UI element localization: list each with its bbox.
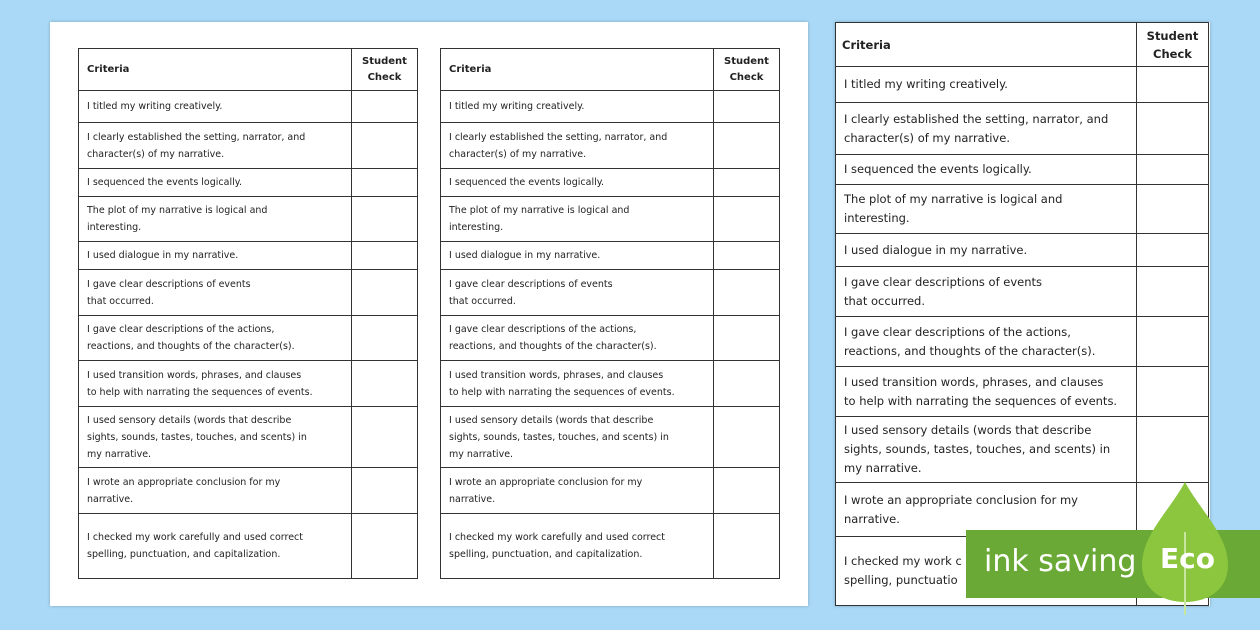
table-row bbox=[441, 123, 780, 169]
student-check-cell[interactable] bbox=[352, 197, 418, 242]
student-check-cell[interactable] bbox=[1137, 234, 1209, 267]
criteria-cell: I used transition words, phrases, and clauses to help with narrating the sequences of events. bbox=[836, 367, 1137, 417]
student-check-cell[interactable] bbox=[1137, 103, 1209, 155]
student-check-cell[interactable] bbox=[714, 468, 780, 514]
table-row bbox=[441, 270, 780, 316]
table-row bbox=[836, 367, 1209, 417]
student-check-cell[interactable] bbox=[352, 270, 418, 316]
student-check-cell[interactable] bbox=[352, 514, 418, 579]
criteria-cell: I checked my work carefully and used correct spelling, punctuation, and capitalization. bbox=[441, 514, 714, 579]
student-check-cell[interactable] bbox=[714, 316, 780, 361]
table-row bbox=[836, 267, 1209, 317]
eco-label: Eco bbox=[1160, 542, 1215, 575]
student-check-cell[interactable] bbox=[714, 270, 780, 316]
criteria-header: Criteria bbox=[441, 49, 714, 91]
table-row bbox=[836, 103, 1209, 155]
student-check-cell[interactable] bbox=[1137, 267, 1209, 317]
header-row bbox=[441, 49, 780, 91]
table-row bbox=[836, 417, 1209, 483]
criteria-table-2 bbox=[440, 48, 780, 579]
criteria-cell: I used transition words, phrases, and clauses to help with narrating the sequences of events. bbox=[441, 361, 714, 407]
student-check-cell[interactable] bbox=[714, 361, 780, 407]
student-check-header: Student Check bbox=[1137, 23, 1209, 67]
criteria-cell: I used sensory details (words that describe sights, sounds, tastes, touches, and scents) in my narrative. bbox=[836, 417, 1137, 483]
student-check-cell[interactable] bbox=[352, 468, 418, 514]
header-row bbox=[79, 49, 418, 91]
table-row bbox=[441, 316, 780, 361]
student-check-cell[interactable] bbox=[1137, 317, 1209, 367]
criteria-cell: I wrote an appropriate conclusion for my narrative. bbox=[441, 468, 714, 514]
table-row bbox=[441, 169, 780, 197]
student-check-cell[interactable] bbox=[714, 169, 780, 197]
student-check-cell[interactable] bbox=[714, 123, 780, 169]
criteria-cell: I sequenced the events logically. bbox=[79, 169, 352, 197]
table-row bbox=[79, 514, 418, 579]
criteria-cell: I used transition words, phrases, and clauses to help with narrating the sequences of events. bbox=[79, 361, 352, 407]
criteria-cell: I titled my writing creatively. bbox=[441, 91, 714, 123]
table-row bbox=[79, 123, 418, 169]
table-row bbox=[79, 91, 418, 123]
criteria-cell: The plot of my narrative is logical and interesting. bbox=[79, 197, 352, 242]
criteria-cell: I wrote an appropriate conclusion for my narrative. bbox=[836, 483, 1137, 537]
criteria-cell: I gave clear descriptions of events that occurred. bbox=[441, 270, 714, 316]
header-row bbox=[836, 23, 1209, 67]
criteria-table-1 bbox=[78, 48, 418, 579]
criteria-cell: I clearly established the setting, narrator, and character(s) of my narrative. bbox=[79, 123, 352, 169]
table-row bbox=[79, 197, 418, 242]
criteria-cell: I gave clear descriptions of the actions, reactions, and thoughts of the character(s). bbox=[79, 316, 352, 361]
student-check-cell[interactable] bbox=[1137, 67, 1209, 103]
table-row bbox=[79, 316, 418, 361]
student-check-cell[interactable] bbox=[714, 242, 780, 270]
table-row bbox=[441, 197, 780, 242]
ink-saving-text: ink saving bbox=[984, 544, 1137, 579]
criteria-cell: I used sensory details (words that describe sights, sounds, tastes, touches, and scents) in my narrative. bbox=[441, 407, 714, 468]
criteria-cell: I used sensory details (words that describe sights, sounds, tastes, touches, and scents) in my narrative. bbox=[79, 407, 352, 468]
preview-sheet-two-up bbox=[50, 22, 808, 606]
student-check-cell[interactable] bbox=[714, 514, 780, 579]
student-check-cell[interactable] bbox=[352, 316, 418, 361]
table-row bbox=[79, 468, 418, 514]
criteria-cell: I clearly established the setting, narrator, and character(s) of my narrative. bbox=[441, 123, 714, 169]
table-row bbox=[79, 270, 418, 316]
student-check-cell[interactable] bbox=[352, 407, 418, 468]
table-row bbox=[441, 468, 780, 514]
student-check-cell[interactable] bbox=[352, 91, 418, 123]
table-row bbox=[441, 91, 780, 123]
criteria-cell: I titled my writing creatively. bbox=[836, 67, 1137, 103]
criteria-cell: I used dialogue in my narrative. bbox=[79, 242, 352, 270]
table-row bbox=[79, 169, 418, 197]
criteria-header: Criteria bbox=[79, 49, 352, 91]
table-row bbox=[79, 242, 418, 270]
table-row bbox=[836, 67, 1209, 103]
student-check-cell[interactable] bbox=[1137, 155, 1209, 185]
student-check-cell[interactable] bbox=[1137, 185, 1209, 234]
criteria-cell: I used dialogue in my narrative. bbox=[836, 234, 1137, 267]
criteria-cell: I checked my work carefully and used correct spelling, punctuation, and capitalization. bbox=[79, 514, 352, 579]
student-check-cell[interactable] bbox=[714, 91, 780, 123]
criteria-cell: I sequenced the events logically. bbox=[441, 169, 714, 197]
criteria-cell: I sequenced the events logically. bbox=[836, 155, 1137, 185]
criteria-cell: I titled my writing creatively. bbox=[79, 91, 352, 123]
criteria-cell: The plot of my narrative is logical and interesting. bbox=[441, 197, 714, 242]
criteria-cell: I wrote an appropriate conclusion for my narrative. bbox=[79, 468, 352, 514]
student-check-cell[interactable] bbox=[714, 407, 780, 468]
criteria-cell: I checked my work c spelling, punctuatio bbox=[836, 537, 1137, 606]
student-check-header: Student Check bbox=[714, 49, 780, 91]
criteria-cell: I gave clear descriptions of the actions, reactions, and thoughts of the character(s). bbox=[836, 317, 1137, 367]
criteria-header: Criteria bbox=[836, 23, 1137, 67]
table-row bbox=[441, 514, 780, 579]
table-row bbox=[441, 361, 780, 407]
student-check-cell[interactable] bbox=[1137, 367, 1209, 417]
table-row bbox=[441, 407, 780, 468]
table-row bbox=[441, 242, 780, 270]
student-check-cell[interactable] bbox=[352, 123, 418, 169]
student-check-cell[interactable] bbox=[714, 197, 780, 242]
student-check-cell[interactable] bbox=[352, 169, 418, 197]
table-row bbox=[836, 317, 1209, 367]
criteria-cell: The plot of my narrative is logical and interesting. bbox=[836, 185, 1137, 234]
table-row bbox=[836, 155, 1209, 185]
student-check-header: Student Check bbox=[352, 49, 418, 91]
criteria-cell: I gave clear descriptions of events that occurred. bbox=[79, 270, 352, 316]
table-row bbox=[79, 407, 418, 468]
table-row bbox=[836, 234, 1209, 267]
criteria-cell: I gave clear descriptions of the actions, reactions, and thoughts of the character(s). bbox=[441, 316, 714, 361]
table-row bbox=[836, 185, 1209, 234]
table-row bbox=[79, 361, 418, 407]
criteria-cell: I gave clear descriptions of events that occurred. bbox=[836, 267, 1137, 317]
criteria-cell: I used dialogue in my narrative. bbox=[441, 242, 714, 270]
student-check-cell[interactable] bbox=[352, 361, 418, 407]
student-check-cell[interactable] bbox=[352, 242, 418, 270]
criteria-cell: I clearly established the setting, narrator, and character(s) of my narrative. bbox=[836, 103, 1137, 155]
student-check-cell[interactable] bbox=[1137, 417, 1209, 483]
